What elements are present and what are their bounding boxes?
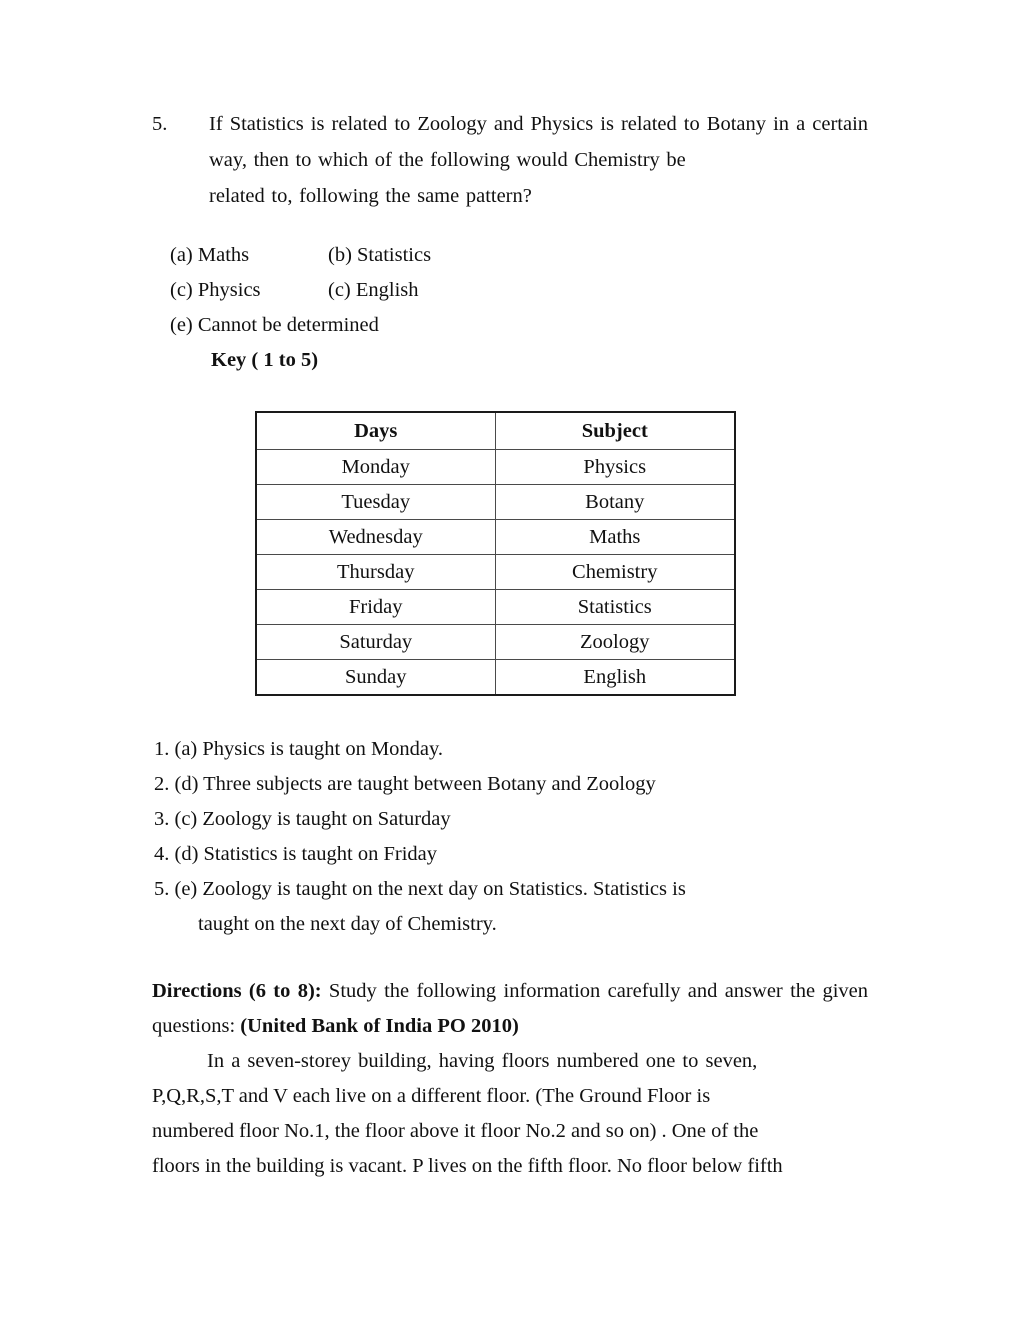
directions-intro: Study the following information carefully and answer the given questions:: [152, 980, 868, 1037]
cell-subject: Chemistry: [495, 555, 735, 590]
table-row: [256, 555, 735, 590]
cell-day: Friday: [256, 590, 495, 625]
cell-day: Sunday: [256, 660, 495, 696]
option-c[interactable]: (c) Physics: [170, 279, 261, 301]
cell-day: Monday: [256, 450, 495, 485]
answer-item-4: 4. (d) Statistics is taught on Friday: [154, 843, 437, 865]
option-b[interactable]: (b) Statistics: [328, 244, 432, 266]
cell-subject: Botany: [495, 485, 735, 520]
schedule-table: [255, 411, 736, 696]
option-row: [170, 238, 730, 273]
cell-day: Tuesday: [256, 485, 495, 520]
directions-body-line-3: numbered floor No.1, the floor above it floor No.2 and so on) . One of the: [152, 1120, 759, 1142]
directions-label: Directions (6 to 8):: [152, 980, 322, 1002]
cell-day: Thursday: [256, 555, 495, 590]
cell-subject: Physics: [495, 450, 735, 485]
answer-item-3: 3. (c) Zoology is taught on Saturday: [154, 808, 451, 830]
directions-body-line-1: In a seven-storey building, having floors numbered one to seven,: [207, 1050, 758, 1072]
table-row: [256, 660, 735, 696]
directions-source: (United Bank of India PO 2010): [240, 1015, 519, 1037]
question-line-2: certain way, then to which of the following would Chemistry be: [209, 113, 869, 171]
question-line-3: related to, following the same pattern?: [209, 185, 532, 207]
cell-day: Saturday: [256, 625, 495, 660]
question-number: 5.: [152, 113, 168, 135]
table-row: [256, 590, 735, 625]
column-header-days: Days: [256, 412, 495, 450]
cell-subject: Maths: [495, 520, 735, 555]
table-row: [256, 485, 735, 520]
option-a[interactable]: (a) Maths: [170, 244, 250, 266]
directions-body-line-4: floors in the building is vacant. P lives on the fifth floor. No floor below fifth: [152, 1155, 783, 1177]
option-row: [170, 273, 730, 308]
table-row: [256, 625, 735, 660]
answer-item-5: 5. (e) Zoology is taught on the next day on Statistics. Statistics is: [154, 878, 686, 900]
option-row: [170, 308, 730, 343]
column-header-subject: Subject: [495, 412, 735, 450]
key-heading: Key ( 1 to 5): [211, 349, 319, 371]
question-text: [209, 106, 868, 214]
option-e[interactable]: (e) Cannot be determined: [170, 314, 379, 336]
cell-subject: English: [495, 660, 735, 696]
directions-block: [152, 974, 868, 1184]
answer-item-5-continuation: taught on the next day of Chemistry.: [198, 913, 497, 935]
question-block: [152, 106, 868, 214]
options-list: [170, 238, 730, 343]
directions-body-line-2: P,Q,R,S,T and V each live on a different floor. (The Ground Floor is: [152, 1085, 711, 1107]
cell-day: Wednesday: [256, 520, 495, 555]
question-line-1: If Statistics is related to Zoology and Physics is related to Botany in a: [209, 113, 806, 135]
answer-key-list: [154, 732, 874, 942]
option-d[interactable]: (c) English: [328, 279, 419, 301]
table-row: [256, 520, 735, 555]
answer-item-1: 1. (a) Physics is taught on Monday.: [154, 738, 444, 760]
table-row: [256, 450, 735, 485]
directions-body: [152, 1044, 868, 1184]
cell-subject: Zoology: [495, 625, 735, 660]
cell-subject: Statistics: [495, 590, 735, 625]
answer-item-2: 2. (d) Three subjects are taught between Botany and Zoology: [154, 773, 656, 795]
table-header-row: [256, 412, 735, 450]
